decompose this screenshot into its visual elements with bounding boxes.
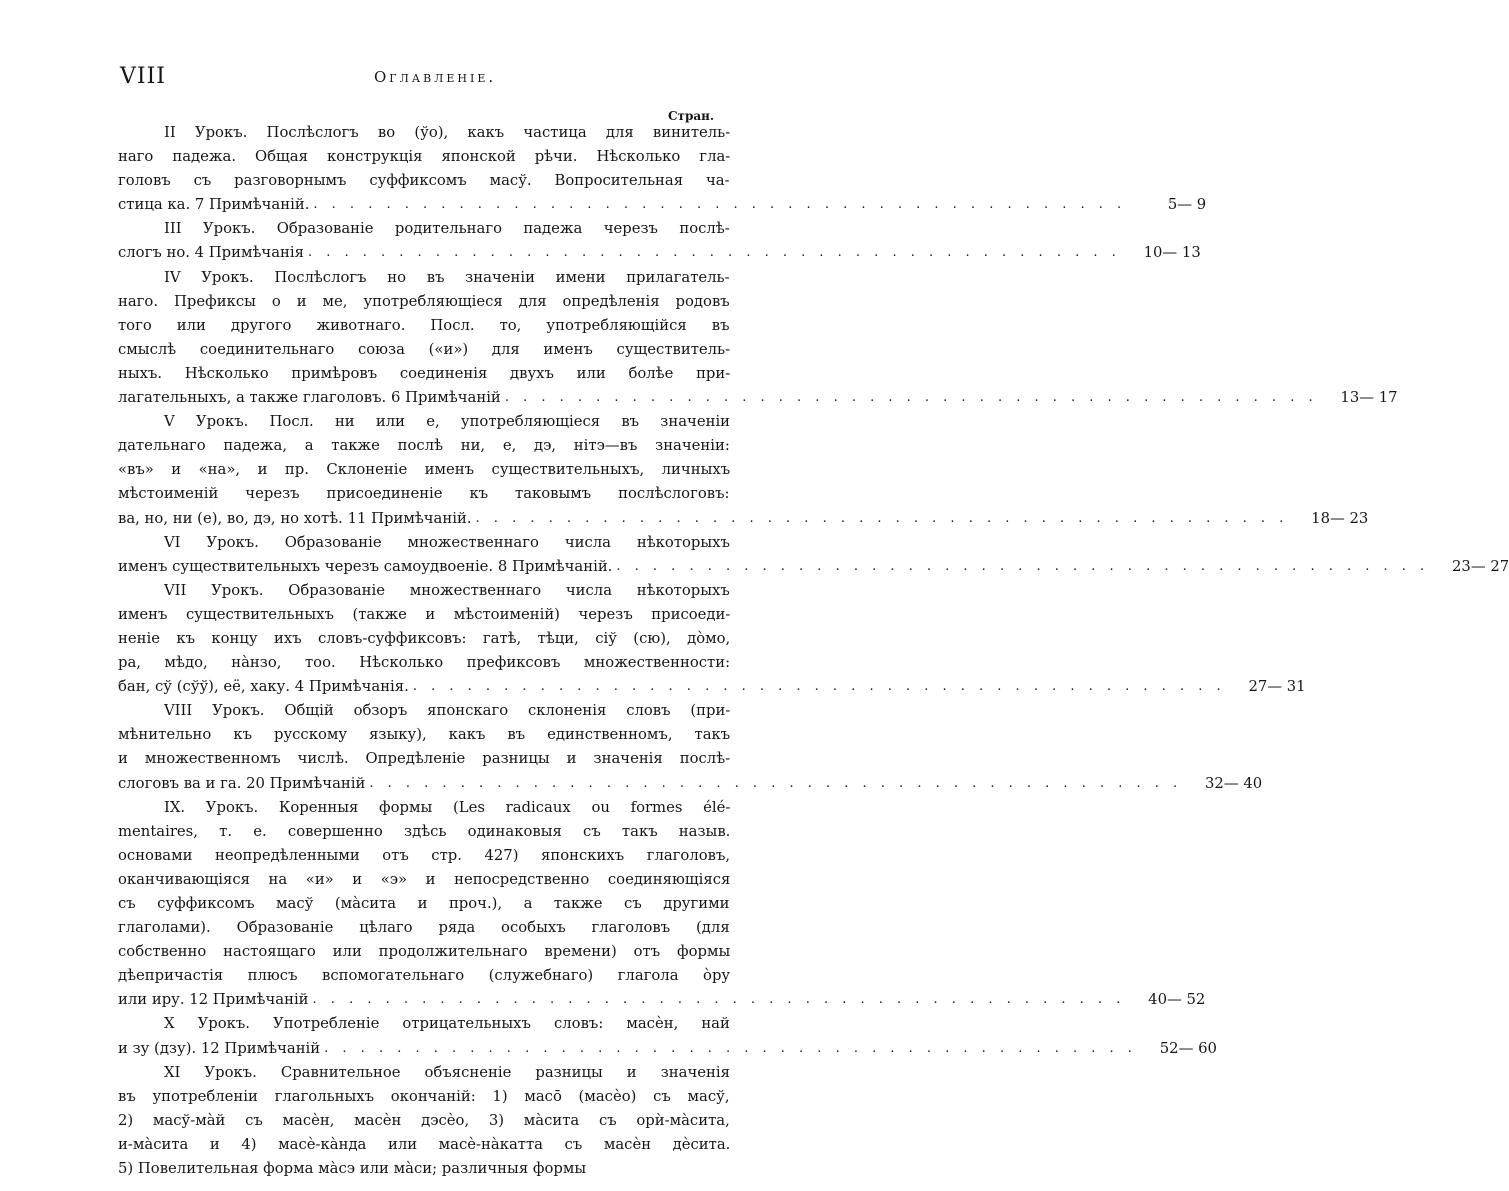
page-range: 23— 27 xyxy=(1452,557,1509,575)
toc-entry-line xyxy=(118,169,730,193)
toc-entry-line xyxy=(118,579,730,603)
toc-entry-line xyxy=(118,868,730,892)
toc-entry-text: наго падежа. Общая конструкція японской рѣчи. Нѣсколько гла- xyxy=(118,148,731,166)
toc-entry-text: 5) Повелительная форма мàсэ или мàси; различныя формы xyxy=(118,1160,587,1178)
toc-entry-line xyxy=(118,844,730,868)
toc-entry-line xyxy=(118,1037,1217,1061)
page-range: 32— 40 xyxy=(1204,774,1263,792)
toc-entry-text: ра, мѣдо, нàнзо, тоо. Нѣсколько префиксовъ множественности: xyxy=(118,654,731,672)
toc-entry-text: VII Урокъ. Образованіе множественнаго числа нѣкоторыхъ xyxy=(164,581,730,599)
running-title: Оглавленіе. xyxy=(374,68,497,86)
toc-entry-line xyxy=(118,434,730,458)
toc-entry-text: III Урокъ. Образованіе родительнаго падежа черезъ послѣ- xyxy=(164,220,730,238)
toc-entry-text: мѣстоименій черезъ присоединеніе къ таковымъ послѣслоговъ: xyxy=(118,485,730,503)
dot-leader: . . . . . . . . . . . . . . . . . . . . . . . . . . . . . . . . . . . . . . . . . . . . . xyxy=(312,992,1126,1008)
toc-entry-text: и-мàсита и 4) масѐ-кàнда или масѐ-нàкатта съ масѐн дѐсита. xyxy=(118,1135,731,1153)
toc-entry-text: глаголами). Образованіе цѣлаго ряда особыхъ глаголовъ (для xyxy=(118,919,730,937)
toc-entry-line xyxy=(118,964,730,988)
toc-entry-text: основами неопредѣленными отъ стр. 427) японскихъ глаголовъ, xyxy=(118,846,731,864)
toc-entry-text: собственно настоящаго или продолжительнаго времени) отъ формы xyxy=(118,943,731,961)
toc-entry-line xyxy=(118,1157,730,1181)
toc-entry-line xyxy=(118,410,730,434)
toc-entry-text: X Урокъ. Употребленіе отрицательныхъ словъ: масѐн, най xyxy=(164,1015,730,1033)
toc-entry-line xyxy=(118,772,1263,796)
toc-entry-line xyxy=(118,723,730,747)
toc-entry-line xyxy=(118,458,730,482)
toc-entry-line xyxy=(118,627,730,651)
page-range: 52— 60 xyxy=(1159,1039,1217,1057)
toc-entry-text: или иру. 12 Примѣчаній xyxy=(118,991,309,1009)
toc-entry-line xyxy=(118,266,730,290)
toc-entry xyxy=(118,531,1509,579)
toc-entry-line xyxy=(118,555,1509,579)
toc-entry-line xyxy=(118,217,730,241)
toc-entry-line xyxy=(118,603,730,627)
toc-entry-text: того или другого животнаго. Посл. то, употребляющійся въ xyxy=(118,316,730,334)
toc-entry-line xyxy=(118,193,1207,217)
toc-entry-text: VIII Урокъ. Общій обзоръ японскаго склоненія словъ (при- xyxy=(164,702,731,720)
toc-entry-line xyxy=(118,362,730,386)
toc-entry-line xyxy=(118,121,730,145)
toc-entry-line xyxy=(118,290,730,314)
toc-entry xyxy=(118,217,1201,265)
toc-entry-text: ва, но, ни (е), во, дэ, но хотѣ. 11 Примѣчаній. xyxy=(118,509,472,527)
toc-entry-line xyxy=(118,1109,730,1133)
dot-leader: . . . . . . . . . . . . . . . . . . . . . . . . . . . . . . . . . . . . . . . . . . . . . xyxy=(369,775,1183,791)
toc-entry-text: VI Урокъ. Образованіе множественнаго числа нѣкоторыхъ xyxy=(164,533,730,551)
toc-entry-text: именъ существительныхъ черезъ самоудвоеніе. 8 Примѣчаній. xyxy=(118,557,613,575)
toc-entry-text: и зу (дзу). 12 Примѣчаній xyxy=(118,1039,321,1057)
page-range: 10— 13 xyxy=(1143,244,1201,262)
dot-leader: . . . . . . . . . . . . . . . . . . . . . . . . . . . . . . . . . . . . . . . . . . . . . xyxy=(324,1040,1137,1056)
toc-entry-line xyxy=(118,507,1369,531)
toc-entry-text: «въ» и «на», и пр. Склоненіе именъ существительныхъ, личныхъ xyxy=(118,461,731,479)
toc-entry-line xyxy=(118,482,730,506)
toc-entry-line xyxy=(118,940,730,964)
toc-entry-text: и множественномъ числѣ. Опредѣленіе разницы и значенія послѣ- xyxy=(118,750,731,768)
toc-entry-text: II Урокъ. Послѣслогъ во (ўо), какъ частица для винитель- xyxy=(164,124,731,141)
toc-entry-text: съ суффиксомъ масў (мàсита и проч.), а также съ другими xyxy=(118,895,730,912)
page-range: 13— 17 xyxy=(1340,389,1398,407)
toc-entry-line xyxy=(118,651,730,675)
toc-entry-line xyxy=(118,241,1201,265)
table-of-contents xyxy=(118,121,1509,1181)
dot-leader: . . . . . . . . . . . . . . . . . . . . . . . . . . . . . . . . . . . . . . . . . . . . . xyxy=(504,390,1318,406)
toc-entry-text: неніе къ концу ихъ словъ-суффиксовъ: гатѣ, тѣци, сіў (сю), дòмо, xyxy=(118,629,731,647)
toc-entry-line xyxy=(118,1012,730,1036)
page-range: 40— 52 xyxy=(1148,991,1206,1009)
toc-entry-text: смыслѣ соединительнаго союза («и») для именъ существитель- xyxy=(118,340,731,358)
page-range: 5— 9 xyxy=(1167,196,1207,214)
toc-entry xyxy=(118,1061,730,1181)
toc-entry xyxy=(118,796,1206,1013)
toc-entry-text: мѣнительно къ русскому языку), какъ въ единственномъ, такъ xyxy=(118,726,731,744)
toc-entry-text: слогъ но. 4 Примѣчанія xyxy=(118,244,304,262)
page-number: VIII xyxy=(120,64,166,89)
toc-entry-line xyxy=(118,531,730,555)
dot-leader: . . . . . . . . . . . . . . . . . . . . . . . . . . . . . . . . . . . . . . . . . . . . . xyxy=(313,197,1127,213)
toc-entry-text: mentaires, т. е. совершенно здѣсь одинаковыя съ такъ назыв. xyxy=(118,822,731,840)
toc-entry-text: XI Урокъ. Сравнительное объясненіе разницы и значенія xyxy=(164,1063,730,1081)
toc-entry-line xyxy=(118,314,730,338)
toc-entry-line xyxy=(118,675,1306,699)
toc-entry-text: бан, сў (сўў), её, хаку. 4 Примѣчанія. xyxy=(118,678,409,696)
toc-entry-text: оканчивающіяся на «и» и «э» и непосредственно соединяющіяся xyxy=(118,870,731,888)
toc-entry-text: слоговъ ва и га. 20 Примѣчаній xyxy=(118,774,366,792)
dot-leader: . . . . . . . . . . . . . . . . . . . . . . . . . . . . . . . . . . . . . . . . . . . . . xyxy=(616,558,1430,574)
toc-entry-text: V Урокъ. Посл. ни или е, употребляющіеся въ значеніи xyxy=(164,413,731,431)
toc-entry-text: въ употребленіи глагольныхъ окончаній: 1) масō (масѐо) съ масў, xyxy=(118,1087,730,1105)
toc-entry-line xyxy=(118,892,730,916)
toc-entry xyxy=(118,121,1207,217)
toc-entry-text: наго. Префиксы о и ме, употребляющіеся для опредѣленія родовъ xyxy=(118,292,730,310)
toc-entry-line xyxy=(118,820,730,844)
page-range: 27— 31 xyxy=(1248,678,1306,696)
toc-entry xyxy=(118,1012,1217,1060)
toc-entry-line xyxy=(118,1133,730,1157)
toc-entry-text: головъ съ разговорнымъ суффиксомъ масў. Вопросительная ча- xyxy=(118,172,730,190)
toc-entry xyxy=(118,410,1369,530)
toc-entry-line xyxy=(118,796,730,820)
toc-entry-line xyxy=(118,1085,730,1109)
toc-entry-text: дѣепричастія плюсъ вспомогательнаго (служебнаго) глагола òру xyxy=(118,967,731,985)
toc-entry-line xyxy=(118,988,1206,1012)
toc-entry xyxy=(118,579,1306,699)
toc-entry-line xyxy=(118,338,730,362)
toc-entry-text: IX. Урокъ. Коренныя формы (Les radicaux ou formes élé- xyxy=(164,798,731,816)
toc-entry xyxy=(118,699,1263,795)
page-range: 18— 23 xyxy=(1311,509,1369,527)
toc-entry-line xyxy=(118,747,730,771)
toc-entry-text: дательнаго падежа, а также послѣ ни, е, дэ, нітэ—въ значеніи: xyxy=(118,437,730,455)
toc-entry-text: 2) масў-мàй съ масѐн, масѐн дэсѐо, 3) мàсита съ орѝ-мàсита, xyxy=(118,1111,730,1129)
toc-entry-text: стица ка. 7 Примѣчаній. xyxy=(118,196,310,214)
toc-entry-text: лагательныхъ, а также глаголовъ. 6 Примѣчаній xyxy=(118,389,501,407)
toc-entry xyxy=(118,266,1398,411)
toc-entry-line xyxy=(118,1061,730,1085)
toc-entry-line xyxy=(118,916,730,940)
toc-entry-text: IV Урокъ. Послѣслогъ но въ значеніи имени прилагатель- xyxy=(164,268,730,286)
dot-leader: . . . . . . . . . . . . . . . . . . . . . . . . . . . . . . . . . . . . . . . . . . . . . xyxy=(475,510,1289,526)
toc-entry-line xyxy=(118,145,730,169)
toc-entry-line xyxy=(118,386,1398,410)
toc-entry-text: именъ существительныхъ (также и мѣстоименій) черезъ присоеди- xyxy=(118,605,731,623)
toc-entry-text: ныхъ. Нѣсколько примѣровъ соединенія двухъ или болѣе при- xyxy=(118,364,731,382)
pages-column-header: Стран. xyxy=(668,109,715,123)
toc-entry-line xyxy=(118,699,730,723)
dot-leader: . . . . . . . . . . . . . . . . . . . . . . . . . . . . . . . . . . . . . . . . . . . . . xyxy=(412,679,1226,695)
dot-leader: . . . . . . . . . . . . . . . . . . . . . . . . . . . . . . . . . . . . . . . . . . . . . xyxy=(307,245,1121,261)
